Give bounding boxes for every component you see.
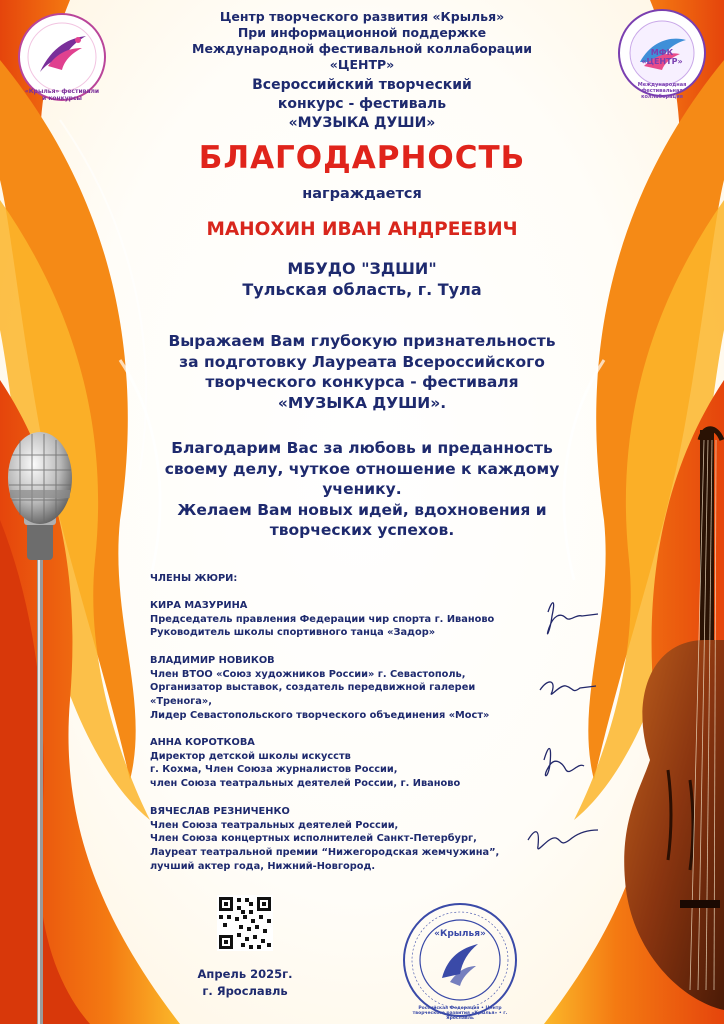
issue-date: Апрель 2025г. bbox=[197, 967, 293, 981]
jury-member bbox=[150, 599, 540, 640]
recipient-organization: МБУДО "ЗДШИ" Тульская область, г. Тула bbox=[242, 259, 482, 299]
seal-ring-text: Российская Федерация • Центр творческого развития «Крылья» • г. Ярославль bbox=[412, 1006, 508, 1021]
left-logo-caption: «Крылья» фестивали и конкурсы bbox=[24, 88, 100, 102]
jury-heading: ЧЛЕНЫ ЖЮРИ: bbox=[150, 573, 238, 584]
jury-member-desc: Член ВТОО «Союз художников России» г. Севастополь, Организатор выставок, создатель передвижной галереи «Тренога», Лидер Севастопольского творческого объединения «Мост» bbox=[150, 668, 490, 721]
jury-member-desc: Председатель правления Федерации чир спорта г. Иваново Руководитель школы спортивного танца «Задор» bbox=[150, 613, 495, 639]
jury-member bbox=[150, 654, 540, 723]
wishes-paragraph: Благодарим Вас за любовь и преданность своему делу, чуткое отношение к каждому ученику. Желаем Вам новых идей, вдохновения и творческих успехов. bbox=[164, 439, 560, 539]
issue-city: г. Ярославль bbox=[202, 984, 288, 998]
certificate-title: БЛАГОДАРНОСТЬ bbox=[198, 140, 526, 176]
jury-member-desc: Директор детской школы искусств г. Кохма, Член Союза журналистов России, член Союза театральных деятелей России, г. Иваново bbox=[150, 750, 461, 790]
right-logo-caption: МФК «ЦЕНТР» bbox=[641, 48, 683, 66]
jury-member-name: ВЛАДИМИР НОВИКОВ bbox=[150, 655, 275, 666]
contest-name: Всероссийский творческий конкурс - фестиваль «МУЗЫКА ДУШИ» bbox=[252, 77, 472, 131]
qr-code bbox=[217, 895, 273, 951]
organizer-header: Центр творческого развития «Крылья» При информационной поддержке Международной фестивальной коллаборации «ЦЕНТР» bbox=[192, 9, 532, 72]
seal-center-text: «Крылья» bbox=[434, 929, 486, 939]
gratitude-paragraph: Выражаем Вам глубокую признательность за подготовку Лауреата Всероссийского творческого конкурса - фестиваля «МУЗЫКА ДУШИ». bbox=[168, 332, 556, 412]
jury-member bbox=[150, 805, 540, 874]
recipient-name: МАНОХИН ИВАН АНДРЕЕВИЧ bbox=[206, 219, 518, 240]
jury-member-name: ВЯЧЕСЛАВ РЕЗНИЧЕНКО bbox=[150, 806, 290, 817]
jury-member-name: АННА КОРОТКОВА bbox=[150, 737, 255, 748]
jury-member bbox=[150, 736, 540, 791]
official-seal bbox=[404, 904, 516, 1016]
jury-member-desc: Член Союза театральных деятелей России, Член Союза концертных исполнителей Санкт-Петербург, Лауреат театральной премии “Нижегородская жемчужина”, лучший актер года, Нижний-Новгород. bbox=[150, 819, 500, 872]
right-logo-ring: Международная фестивальная коллаборация bbox=[637, 82, 687, 100]
jury-member-name: КИРА МАЗУРИНА bbox=[150, 600, 248, 611]
awarded-label: награждается bbox=[302, 186, 422, 202]
